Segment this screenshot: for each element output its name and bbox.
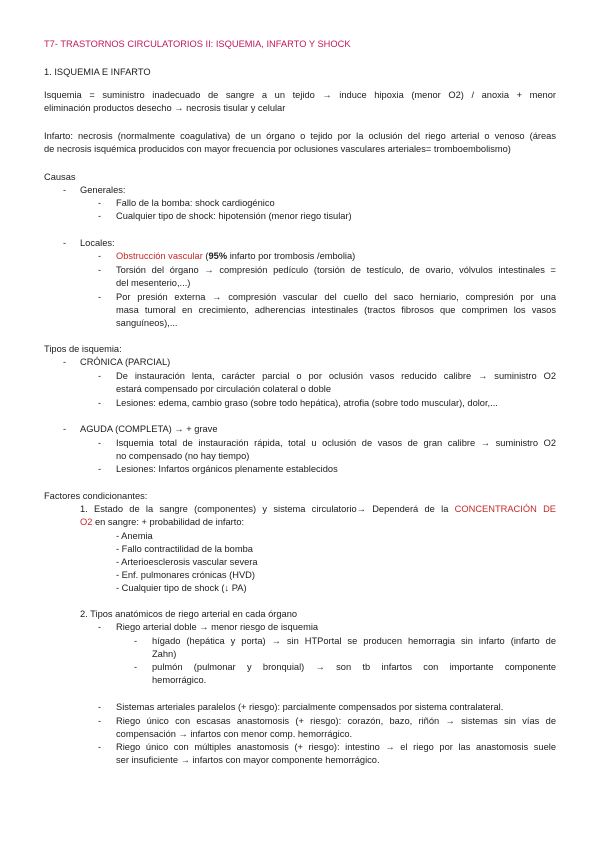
factor-list-item: - Fallo contractilidad de la bomba <box>116 544 253 554</box>
causas-locales-label: Locales: <box>80 238 115 248</box>
riego-unico-multiples-line-2: ser insuficiente → infartos con mayor componente hemorrágico. <box>116 755 380 765</box>
isquemia-cronica-label: CRÓNICA (PARCIAL) <box>80 357 171 367</box>
tipos-isquemia-heading: Tipos de isquemia: <box>44 344 122 354</box>
bullet-dash: - <box>134 662 138 672</box>
factores-heading: Factores condicionantes: <box>44 491 148 501</box>
obstruccion-rest: infarto por trombosis /embolia) <box>227 251 356 261</box>
factor-estado-sangre-line-2 <box>80 516 244 528</box>
bullet-dash: - <box>98 622 102 632</box>
pulmon-line-1: pulmón (pulmonar y bronquial) → son tb infartos con importante componente <box>152 662 556 672</box>
bullet-dash: - <box>98 464 102 474</box>
causa-torsion-line-2: del mesenterio,...) <box>116 278 191 288</box>
factor-list-item: - Arterioesclerosis vascular severa <box>116 557 258 567</box>
infarto-definition-line-2: de necrosis isquémica producidos con mayor frecuencia por oclusiones vasculares arteriales= tromboembolismo) <box>44 144 511 154</box>
causa-torsion-line-1: Torsión del órgano → compresión pedículo (torsión de testículo, de ovario, vólvulos intestinales = <box>116 265 556 275</box>
causas-generales-label: Generales: <box>80 185 126 195</box>
paren-open: ( <box>202 251 209 261</box>
causa-fallo-bomba: Fallo de la bomba: shock cardiogénico <box>116 198 275 208</box>
cronica-desc-line-2: estará compensado por circulación colateral o doble <box>116 384 331 394</box>
bullet-dash: - <box>98 292 102 302</box>
infarto-definition-line-1: Infarto: necrosis (normalmente coagulativa) de un órgano o tejido por la oclusión del riego arterial o venoso (áreas <box>44 131 556 141</box>
bullet-dash: - <box>98 371 102 381</box>
causas-heading: Causas <box>44 172 76 182</box>
aguda-desc-line-1: Isquemia total de instauración rápida, total u oclusión de vasos de gran calibre → suministro O2 <box>116 438 556 448</box>
causa-presion-line-3: sanguíneos),... <box>116 318 178 328</box>
bullet-dash: - <box>98 398 102 408</box>
factor-list-item: - Anemia <box>116 531 153 541</box>
riego-unico-multiples-line-1: Riego único con múltiples anastomosis (+ riesgo): intestino → el riego por las anastomosis suele <box>116 742 556 752</box>
pulmon-line-2: hemorrágico. <box>152 675 207 685</box>
higado-line-2: Zahn) <box>152 649 177 659</box>
isquemia-definition-line-1: Isquemia = suministro inadecuado de sangre a un tejido → induce hipoxia (menor O2) / anoxia + menor <box>44 90 556 100</box>
bullet-dash: - <box>98 702 102 712</box>
causa-shock: Cualquier tipo de shock: hipotensión (menor riego tisular) <box>116 211 352 221</box>
concentracion-highlight: CONCENTRACIÓN DE <box>454 504 556 514</box>
causa-presion-line-2: masa tumoral en crecimiento, adherencias intestinales (tractos fibrosos que comprimen los vasos <box>116 305 556 315</box>
isquemia-definition-line-2: eliminación productos desecho → necrosis tisular y celular <box>44 103 286 113</box>
causa-obstruccion-vascular <box>116 250 355 262</box>
cronica-lesiones: Lesiones: edema, cambio graso (sobre todo hepática), atrofia (sobre todo muscular), dolor,... <box>116 398 498 408</box>
factor-tipos-anatomicos: 2. Tipos anatómicos de riego arterial en cada órgano <box>80 609 298 619</box>
cronica-desc-line-1: De instauración lenta, carácter parcial o por oclusión vasos reducido calibre → suministro O2 <box>116 371 556 381</box>
factor1-rest: en sangre: + probabilidad de infarto: <box>92 517 245 527</box>
obstruccion-vascular-highlight: Obstrucción vascular <box>116 251 203 261</box>
bullet-dash: - <box>98 251 102 261</box>
bullet-dash: - <box>63 357 67 367</box>
riego-unico-escasas-line-1: Riego único con escasas anastomosis (+ riesgo): corazón, bazo, riñón → sistemas sin vías de <box>116 716 556 726</box>
document-title: T7- TRASTORNOS CIRCULATORIOS II: ISQUEMIA, INFARTO Y SHOCK <box>44 39 351 49</box>
bullet-dash: - <box>98 716 102 726</box>
o2-highlight: O2 <box>80 517 93 527</box>
bullet-dash: - <box>98 198 102 208</box>
causa-presion-line-1: Por presión externa → compresión vascular del cuello del saco herniario, compresión por una <box>116 292 556 302</box>
bullet-dash: - <box>98 742 102 752</box>
aguda-lesiones: Lesiones: Infartos orgánicos plenamente establecidos <box>116 464 338 474</box>
bullet-dash: - <box>98 438 102 448</box>
bullet-dash: - <box>134 636 138 646</box>
bullet-dash: - <box>63 238 67 248</box>
section-heading-isquemia-infarto: 1. ISQUEMIA E INFARTO <box>44 67 151 77</box>
isquemia-aguda-label: AGUDA (COMPLETA) → + grave <box>80 424 218 434</box>
riego-doble: Riego arterial doble → menor riesgo de isquemia <box>116 622 319 632</box>
bullet-dash: - <box>98 265 102 275</box>
riego-unico-escasas-line-2: compensación → infartos con menor comp. hemorrágico. <box>116 729 353 739</box>
aguda-desc-line-2: no compensado (no hay tiempo) <box>116 451 250 461</box>
bullet-dash: - <box>63 424 67 434</box>
bullet-dash: - <box>63 185 67 195</box>
bullet-dash: - <box>98 211 102 221</box>
higado-line-1: hígado (hepática y porta) → sin HTPortal se producen hemorragia sin infarto (infarto de <box>152 636 556 646</box>
sistemas-paralelos: Sistemas arteriales paralelos (+ riesgo): parcialmente compensados por sistema contralateral. <box>116 702 504 712</box>
factor1-text: 1. Estado de la sangre (componentes) y sistema circulatorio→ Dependerá de la <box>80 504 455 514</box>
factor-list-item: - Cualquier tipo de shock (↓ PA) <box>116 583 247 593</box>
porcentaje-95: 95% <box>208 251 228 261</box>
factor-list-item: - Enf. pulmonares crónicas (HVD) <box>116 570 255 580</box>
factor-estado-sangre-line-1 <box>80 503 556 515</box>
